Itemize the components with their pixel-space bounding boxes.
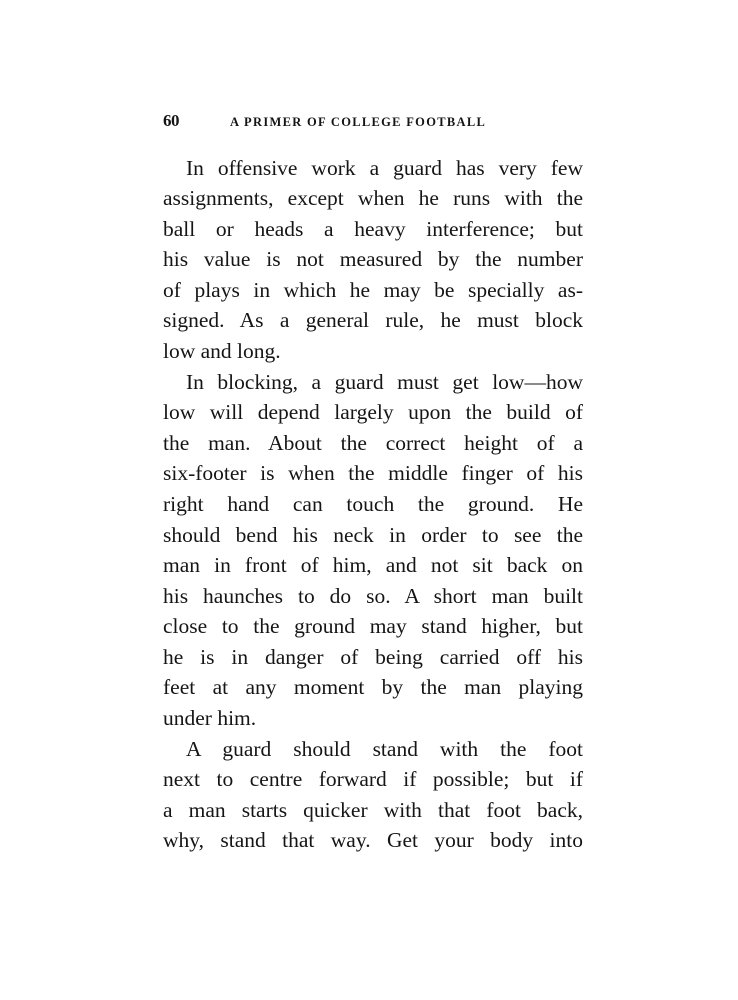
text-line: ball or heads a heavy interference; but [163,217,583,241]
text-line: why, stand that way. Get your body into [163,828,583,852]
text-line: should bend his neck in order to see the [163,523,583,547]
text-line: A guard should stand with the foot [186,737,583,761]
text-line: right hand can touch the ground. He [163,492,583,516]
text-line: his value is not measured by the number [163,247,583,271]
page-number: 60 [163,111,179,130]
text-line: he is in danger of being carried off his [163,645,583,669]
text-line: feet at any moment by the man playing [163,675,583,699]
text-line: man in front of him, and not sit back on [163,553,583,577]
text-line: close to the ground may stand higher, but [163,614,583,638]
text-line: assignments, except when he runs with the [163,186,583,210]
text-line: his haunches to do so. A short man built [163,584,583,608]
text-line: low will depend largely upon the build of [163,400,583,424]
text-line: In offensive work a guard has very few [186,156,583,180]
text-line: next to centre forward if possible; but if [163,767,583,791]
text-line: of plays in which he may be specially as- [163,278,583,302]
text-line: under him. [163,706,257,730]
text-line: low and long. [163,339,281,363]
text-line: a man starts quicker with that foot back, [163,798,583,822]
text-line: signed. As a general rule, he must block [163,308,583,332]
running-title: A PRIMER OF COLLEGE FOOTBALL [230,115,487,129]
text-line: the man. About the correct height of a [163,431,583,455]
text-line: In blocking, a guard must get low—how [186,370,583,394]
text-line: six-footer is when the middle finger of his [163,461,583,485]
running-header [163,111,583,131]
